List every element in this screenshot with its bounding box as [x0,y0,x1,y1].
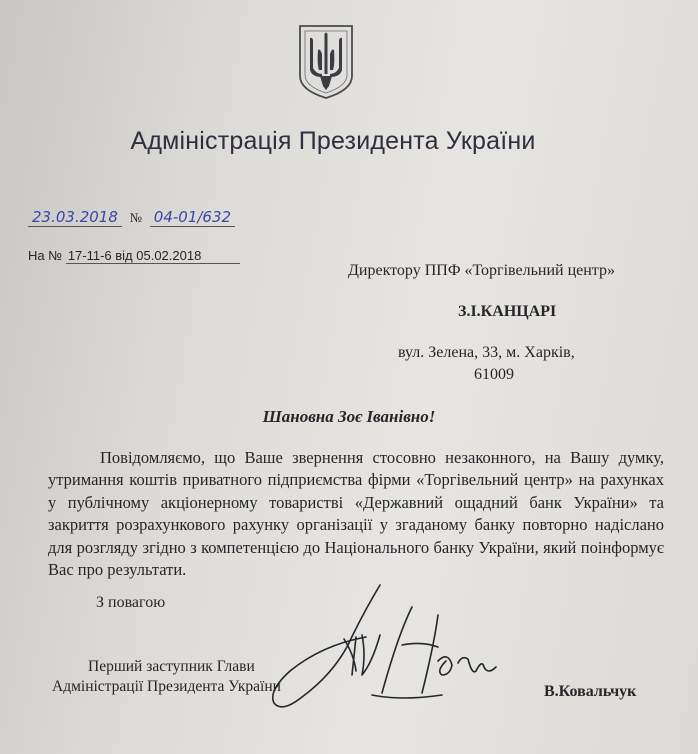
outgoing-date: 23.03.2018 [28,208,122,227]
reply-to-value: 17-11-6 від 05.02.2018 [66,248,240,264]
closing: З повагою [96,594,166,611]
signatory-title-line2: Адміністрації Президента України [52,678,281,695]
reply-reference [28,248,240,264]
signatory-name: В.Ковальчук [544,683,637,700]
reply-prefix: На № [28,248,63,263]
signatory-title-line1: Перший заступник Глави [88,658,255,675]
organization-title: Адміністрація Президента України [130,127,536,155]
recipient-address-line2: 61009 [474,366,514,383]
trident-emblem-icon [298,24,354,100]
recipient-address-line1: вул. Зелена, 33, м. Харків, [398,344,575,361]
recipient-position: Директору ППФ «Торгівельний центр» [348,262,615,279]
handwritten-signature [262,575,532,725]
outgoing-reference [28,208,235,227]
letter-body: Повідомляємо, що Ваше звернення стосовно незаконного, на Вашу думку, утримання коштів приватного підприємства фірми «Торгівельний центр» на рахунках у публічному акціонерному товаристві «Державний ощадний банк України» та закриття розрахункового рахунку організації у згаданому банку повторно надіслано для розгляду згідно з компетенцією до Національного банку України, який поінформує Вас про результати. [48,448,664,580]
salutation: Шановна Зоє Іванівно! [262,407,436,426]
recipient-name: З.І.КАНЦАРІ [458,303,557,320]
number-label: № [129,210,143,225]
outgoing-number: 04-01/632 [150,208,235,227]
